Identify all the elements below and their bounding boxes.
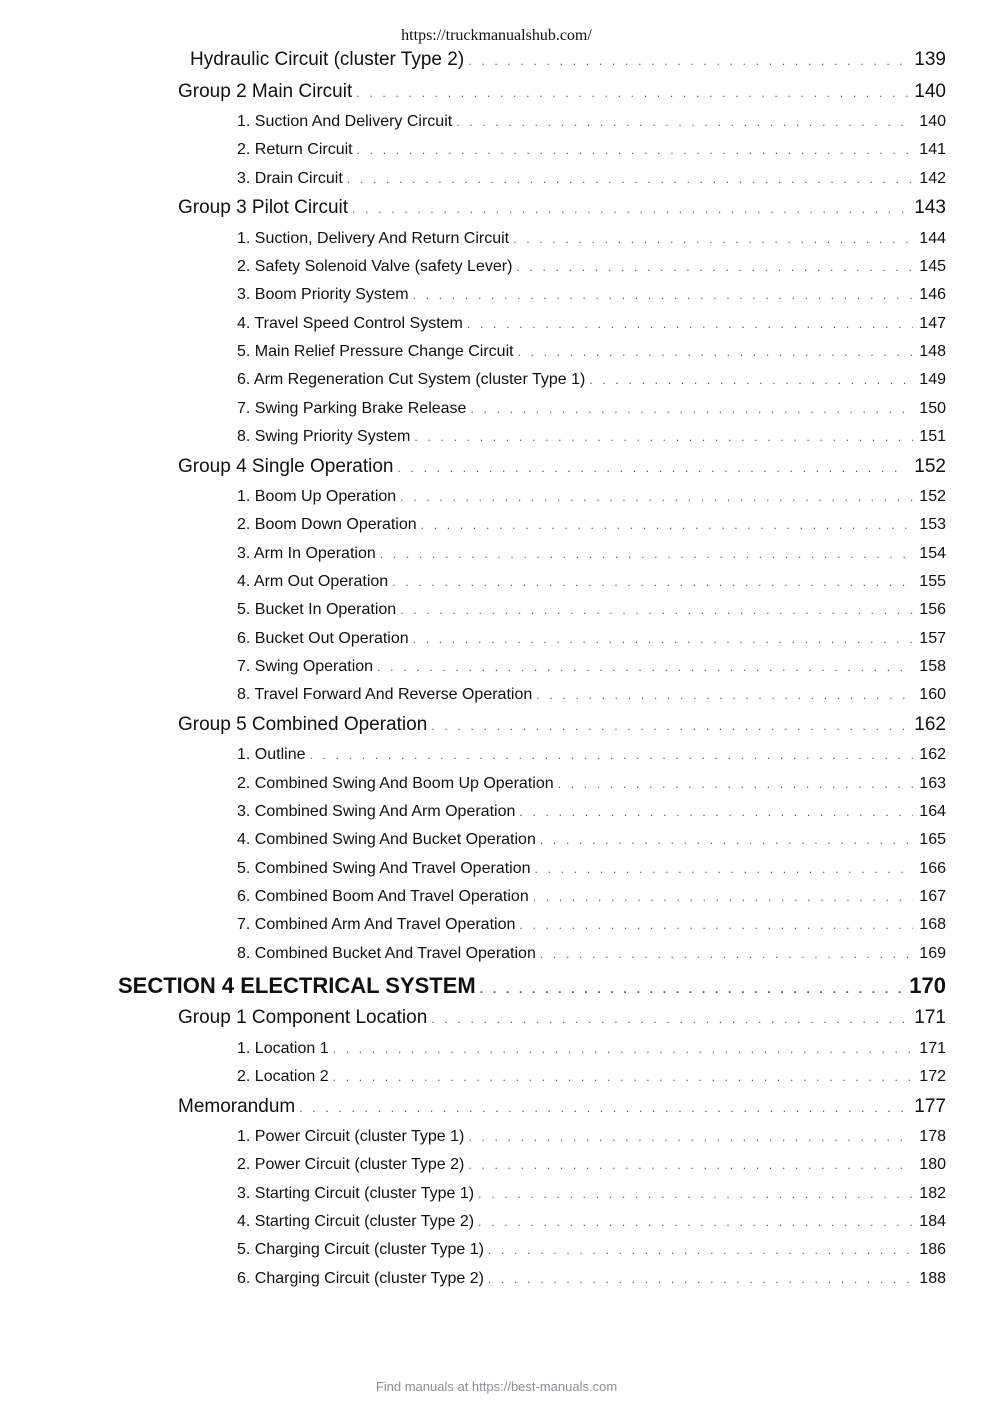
toc-item-row[interactable] — [237, 230, 946, 248]
toc-page-number: 188 — [919, 1270, 946, 1287]
toc-item-row[interactable] — [237, 601, 946, 619]
toc-group-row[interactable] — [178, 1007, 946, 1029]
toc-item-row[interactable] — [237, 658, 946, 676]
toc-page-number: 153 — [919, 516, 946, 533]
toc-entry-title: 3. Combined Swing And Arm Operation — [237, 803, 516, 820]
toc-item-row[interactable] — [237, 170, 946, 188]
toc-item-row[interactable] — [237, 1213, 946, 1231]
dot-leader — [392, 573, 913, 591]
toc-item-row[interactable] — [237, 1270, 946, 1288]
toc-entry-title: 6. Combined Boom And Travel Operation — [237, 888, 529, 905]
dot-leader — [478, 1185, 913, 1203]
dot-leader — [533, 888, 914, 906]
toc-page-number: 152 — [919, 488, 946, 505]
dot-leader — [536, 686, 913, 704]
toc-entry-title: Group 1 Component Location — [178, 1007, 428, 1028]
toc-entry-title: 6. Bucket Out Operation — [237, 630, 409, 647]
toc-page-number: 158 — [919, 658, 946, 675]
toc-item-row[interactable] — [237, 746, 946, 764]
toc-item-row[interactable] — [237, 400, 946, 418]
dot-leader — [519, 916, 913, 934]
toc-page-number: 170 — [909, 973, 946, 998]
toc-entry-title: 8. Travel Forward And Reverse Operation — [237, 686, 533, 703]
toc-page-number: 146 — [919, 286, 946, 303]
toc-page-number: 163 — [919, 775, 946, 792]
toc-page-number: 141 — [919, 141, 946, 158]
toc-group-row[interactable] — [178, 81, 946, 103]
toc-page-number: 155 — [919, 573, 946, 590]
toc-page-number: 165 — [919, 831, 946, 848]
toc-entry-title: Group 3 Pilot Circuit — [178, 197, 349, 218]
toc-item-row[interactable] — [237, 371, 946, 389]
dot-leader — [352, 197, 908, 219]
toc-page-number: 182 — [919, 1185, 946, 1202]
dot-leader — [468, 1128, 913, 1146]
toc-page-number: 151 — [919, 428, 946, 445]
toc-page-number: 171 — [914, 1007, 946, 1028]
toc-item-row[interactable] — [237, 488, 946, 506]
toc-page-number: 140 — [914, 81, 946, 102]
toc-entry-title: Hydraulic Circuit (cluster Type 2) — [190, 49, 465, 70]
toc-page-number: 154 — [919, 545, 946, 562]
toc-page-number: 178 — [919, 1128, 946, 1145]
toc-entry-title: 2. Location 2 — [237, 1068, 329, 1085]
toc-item-row[interactable] — [237, 343, 946, 361]
toc-entry-title: SECTION 4 ELECTRICAL SYSTEM — [118, 973, 476, 998]
dot-leader — [480, 973, 904, 999]
toc-item-row[interactable] — [237, 888, 946, 906]
toc-entry-title: 5. Main Relief Pressure Change Circuit — [237, 343, 514, 360]
toc-group-row[interactable] — [178, 714, 946, 736]
dot-leader — [518, 343, 914, 361]
toc-item-row[interactable] — [237, 141, 946, 159]
dot-leader — [540, 831, 913, 849]
toc-entry-title: Group 4 Single Operation — [178, 456, 394, 477]
toc-entry-title: 8. Swing Priority System — [237, 428, 411, 445]
dot-leader — [558, 775, 914, 793]
toc-page-number: 167 — [919, 888, 946, 905]
dot-leader — [516, 258, 913, 276]
dot-leader — [468, 49, 908, 71]
dot-leader — [299, 1096, 908, 1118]
toc-item-row[interactable] — [237, 258, 946, 276]
dot-leader — [540, 945, 913, 963]
toc-item-row[interactable] — [237, 573, 946, 591]
toc-item-row[interactable] — [237, 860, 946, 878]
dot-leader — [413, 286, 914, 304]
toc-group-row[interactable] — [178, 456, 946, 478]
toc-entry-title: 3. Arm In Operation — [237, 545, 376, 562]
toc-entry-title: Group 5 Combined Operation — [178, 714, 428, 735]
toc-item-row[interactable] — [237, 1241, 946, 1259]
dot-leader — [357, 141, 914, 159]
dot-leader — [470, 400, 913, 418]
toc-page-number: 164 — [919, 803, 946, 820]
dot-leader — [513, 230, 913, 248]
toc-item-row[interactable] — [237, 630, 946, 648]
toc-page-number: 156 — [919, 601, 946, 618]
toc-entry-title: 4. Travel Speed Control System — [237, 315, 463, 332]
dot-leader — [589, 371, 913, 389]
toc-entry-title: 2. Power Circuit (cluster Type 2) — [237, 1156, 465, 1173]
toc-page-number: 150 — [919, 400, 946, 417]
toc-page-number: 177 — [914, 1096, 946, 1117]
toc-group-row[interactable] — [178, 197, 946, 219]
toc-page-number: 184 — [919, 1213, 946, 1230]
toc-entry-title: 1. Suction And Delivery Circuit — [237, 113, 453, 130]
toc-item-row[interactable] — [237, 516, 946, 534]
toc-entry-title: 1. Boom Up Operation — [237, 488, 397, 505]
toc-entry-title: 2. Boom Down Operation — [237, 516, 417, 533]
dot-leader — [380, 545, 914, 563]
toc-group-row[interactable] — [178, 1096, 946, 1118]
dot-leader — [377, 658, 913, 676]
toc-page-number: 186 — [919, 1241, 946, 1258]
toc-page-number: 142 — [919, 170, 946, 187]
toc-item-row[interactable] — [237, 1156, 946, 1174]
dot-leader — [397, 456, 908, 478]
toc-entry-title: 5. Combined Swing And Travel Operation — [237, 860, 531, 877]
dot-leader — [478, 1213, 913, 1231]
toc-item-row[interactable] — [237, 315, 946, 333]
toc-section-row[interactable] — [118, 973, 946, 999]
toc-item-row[interactable] — [237, 775, 946, 793]
toc-page-number: 162 — [919, 746, 946, 763]
toc-item-row[interactable] — [237, 286, 946, 304]
toc-entry-title: 1. Suction, Delivery And Return Circuit — [237, 230, 510, 247]
toc-page-number: 168 — [919, 916, 946, 933]
toc-entry-title: 7. Swing Parking Brake Release — [237, 400, 467, 417]
toc-entry-title: 4. Arm Out Operation — [237, 573, 389, 590]
toc-page-number: 140 — [919, 113, 946, 130]
toc-entry-title: 1. Outline — [237, 746, 306, 763]
toc-page-number: 171 — [919, 1040, 946, 1057]
toc-item-row[interactable] — [237, 1185, 946, 1203]
toc-item-row[interactable] — [237, 113, 946, 131]
toc-page-number: 147 — [919, 315, 946, 332]
toc-item-row[interactable] — [237, 803, 946, 821]
toc-page-number: 172 — [919, 1068, 946, 1085]
toc-entry-title: Memorandum — [178, 1096, 296, 1117]
toc-entry-title: 2. Combined Swing And Boom Up Operation — [237, 775, 554, 792]
toc-page-number: 139 — [914, 49, 946, 70]
toc-entry-title: 3. Drain Circuit — [237, 170, 343, 187]
dot-leader — [467, 315, 913, 333]
toc-item-row[interactable] — [237, 831, 946, 849]
toc-entry-title: 4. Starting Circuit (cluster Type 2) — [237, 1213, 475, 1230]
toc-item-row[interactable] — [237, 945, 946, 963]
dot-leader — [431, 714, 908, 736]
toc-page-number: 143 — [914, 197, 946, 218]
toc-page-number: 157 — [919, 630, 946, 647]
toc-entry-title: 2. Return Circuit — [237, 141, 353, 158]
toc-entry-title: Group 2 Main Circuit — [178, 81, 353, 102]
toc-entry-title: 2. Safety Solenoid Valve (safety Lever) — [237, 258, 513, 275]
dot-leader — [488, 1241, 913, 1259]
toc-page-number: 144 — [919, 230, 946, 247]
toc-page-number: 148 — [919, 343, 946, 360]
toc-page-number: 169 — [919, 945, 946, 962]
toc-page-number: 162 — [914, 714, 946, 735]
toc-page-number: 149 — [919, 371, 946, 388]
toc-item-row[interactable] — [237, 1128, 946, 1146]
toc-item-row[interactable] — [237, 916, 946, 934]
toc-page-number: 160 — [919, 686, 946, 703]
toc-entry-title: 6. Charging Circuit (cluster Type 2) — [237, 1270, 484, 1287]
toc-entry-title: 1. Location 1 — [237, 1040, 329, 1057]
toc-page-number: 152 — [914, 456, 946, 477]
toc-page-number: 145 — [919, 258, 946, 275]
dot-leader — [356, 81, 908, 103]
dot-leader — [414, 428, 913, 446]
toc-entry-title: 8. Combined Bucket And Travel Operation — [237, 945, 536, 962]
dot-leader — [413, 630, 914, 648]
toc-entry-title: 5. Charging Circuit (cluster Type 1) — [237, 1241, 484, 1258]
footer-link[interactable]: Find manuals at https://best-manuals.com — [375, 1379, 618, 1394]
dot-leader — [468, 1156, 913, 1174]
toc-group-row[interactable] — [190, 49, 946, 71]
toc-page-number: 166 — [919, 860, 946, 877]
toc-item-row[interactable] — [237, 1068, 946, 1086]
toc-entry-title: 6. Arm Regeneration Cut System (cluster Type 1) — [237, 371, 586, 388]
toc-entry-title: 5. Bucket In Operation — [237, 601, 397, 618]
toc-item-row[interactable] — [237, 686, 946, 704]
header-url[interactable]: https://truckmanualshub.com/ — [401, 27, 592, 44]
toc-entry-title: 7. Swing Operation — [237, 658, 374, 675]
toc-page-number: 180 — [919, 1156, 946, 1173]
toc-entry-title: 4. Combined Swing And Bucket Operation — [237, 831, 536, 848]
dot-leader — [309, 746, 913, 764]
dot-leader — [400, 488, 913, 506]
dot-leader — [347, 170, 913, 188]
dot-leader — [400, 601, 913, 619]
toc-entry-title: 1. Power Circuit (cluster Type 1) — [237, 1128, 465, 1145]
toc-entry-title: 3. Starting Circuit (cluster Type 1) — [237, 1185, 475, 1202]
dot-leader — [488, 1270, 913, 1288]
toc-item-row[interactable] — [237, 428, 946, 446]
dot-leader — [431, 1007, 908, 1029]
dot-leader — [456, 113, 913, 131]
dot-leader — [333, 1068, 914, 1086]
dot-leader — [333, 1040, 914, 1058]
dot-leader — [535, 860, 914, 878]
dot-leader — [421, 516, 914, 534]
dot-leader — [519, 803, 913, 821]
toc-entry-title: 7. Combined Arm And Travel Operation — [237, 916, 516, 933]
toc-entry-title: 3. Boom Priority System — [237, 286, 409, 303]
toc-item-row[interactable] — [237, 545, 946, 563]
toc-item-row[interactable] — [237, 1040, 946, 1058]
